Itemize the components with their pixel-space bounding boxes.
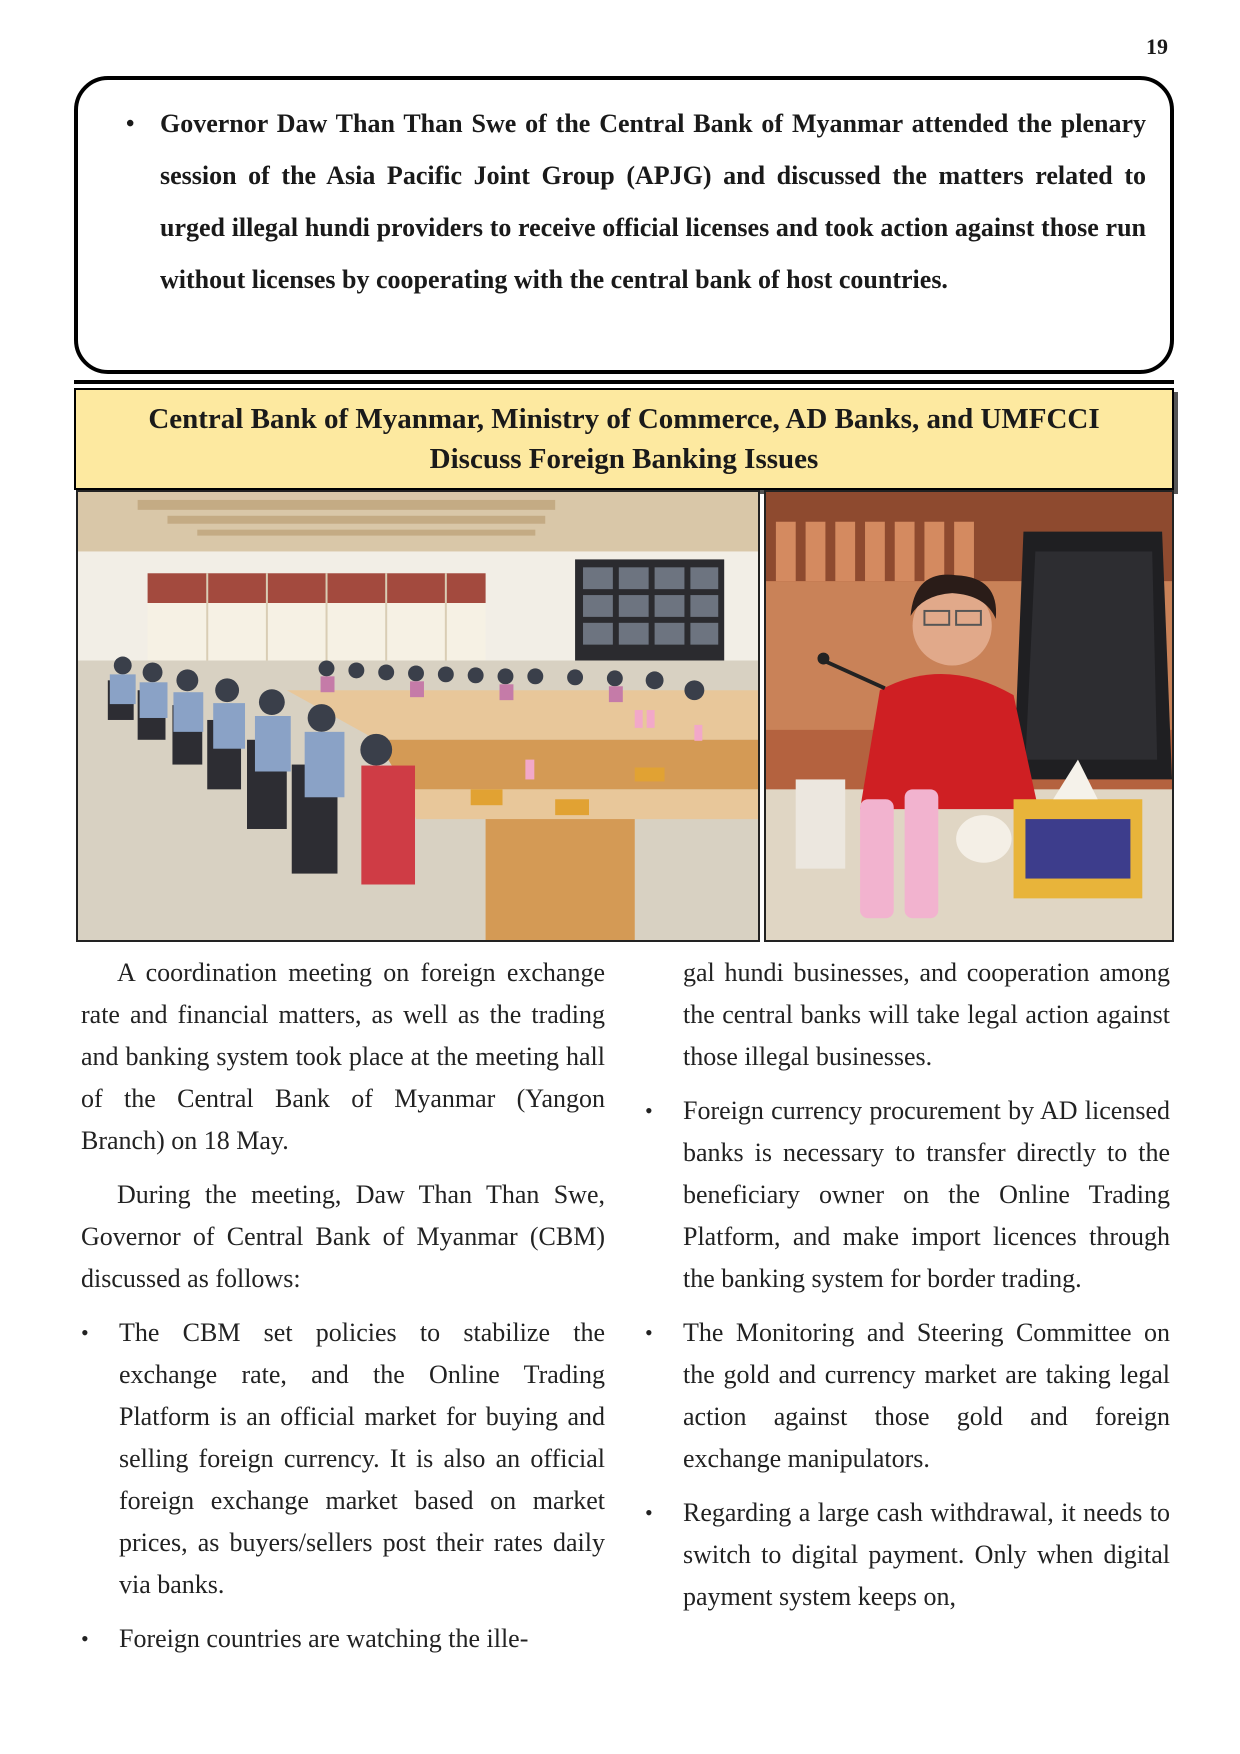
list-item: • Foreign currency procurement by AD licensed banks is necessary to transfer directly to the beneficiary owner on the Online Trading Platform, and make import licences through the banking system for border trading. (683, 1090, 1170, 1300)
list-item: • Foreign countries are watching the ille- (81, 1618, 605, 1660)
article-paragraph-1: A coordination meeting on foreign exchange rate and financial matters, as well as the trading and banking system took place at the meeting hall of the Central Bank of Myanmar (Yangon Branch) on 18 May. (81, 958, 605, 1155)
discussion-list-continued (683, 1090, 1170, 1618)
list-item: • The CBM set policies to stabilize the exchange rate, and the Online Trading Platform is an official market for buying and selling foreign currency. It is also an official foreign exchange market based on market prices, as buyers/sellers post their rates daily via banks. (81, 1312, 605, 1606)
headline-line-2: Discuss Foreign Banking Issues (429, 443, 819, 475)
headline-line-1: Central Bank of Myanmar, Ministry of Commerce, AD Banks, and UMFCCI (148, 403, 1100, 435)
list-item: • Regarding a large cash withdrawal, it needs to switch to digital payment. Only when digital payment system keeps on, (683, 1492, 1170, 1618)
governor-photo (764, 490, 1174, 942)
list-item: • The Monitoring and Steering Committee on the gold and currency market are taking legal action against those gold and foreign exchange manipulators. (683, 1312, 1170, 1480)
list-item-continuation: gal hundi businesses, and cooperation among the central banks will take legal action against those illegal businesses. (683, 958, 1170, 1071)
section-divider (74, 380, 1174, 384)
page-number: 19 (1146, 34, 1168, 59)
highlight-bullet: • Governor Daw Than Than Swe of the Central Bank of Myanmar attended the plenary session of the Asia Pacific Joint Group (APJG) and discussed the matters related to urged illegal hundi providers to receive official licenses and took action against those run without licenses by cooperating with the central bank of host countries. (128, 98, 1146, 306)
article-column-right (683, 952, 1170, 1630)
article-headline (74, 388, 1174, 490)
article-column-left (81, 952, 605, 1672)
discussion-list (81, 1312, 605, 1660)
highlight-box (74, 76, 1174, 374)
meeting-room-photo (76, 490, 760, 942)
article-paragraph-2: During the meeting, Daw Than Than Swe, Governor of Central Bank of Myanmar (CBM) discussed as follows: (81, 1180, 605, 1293)
